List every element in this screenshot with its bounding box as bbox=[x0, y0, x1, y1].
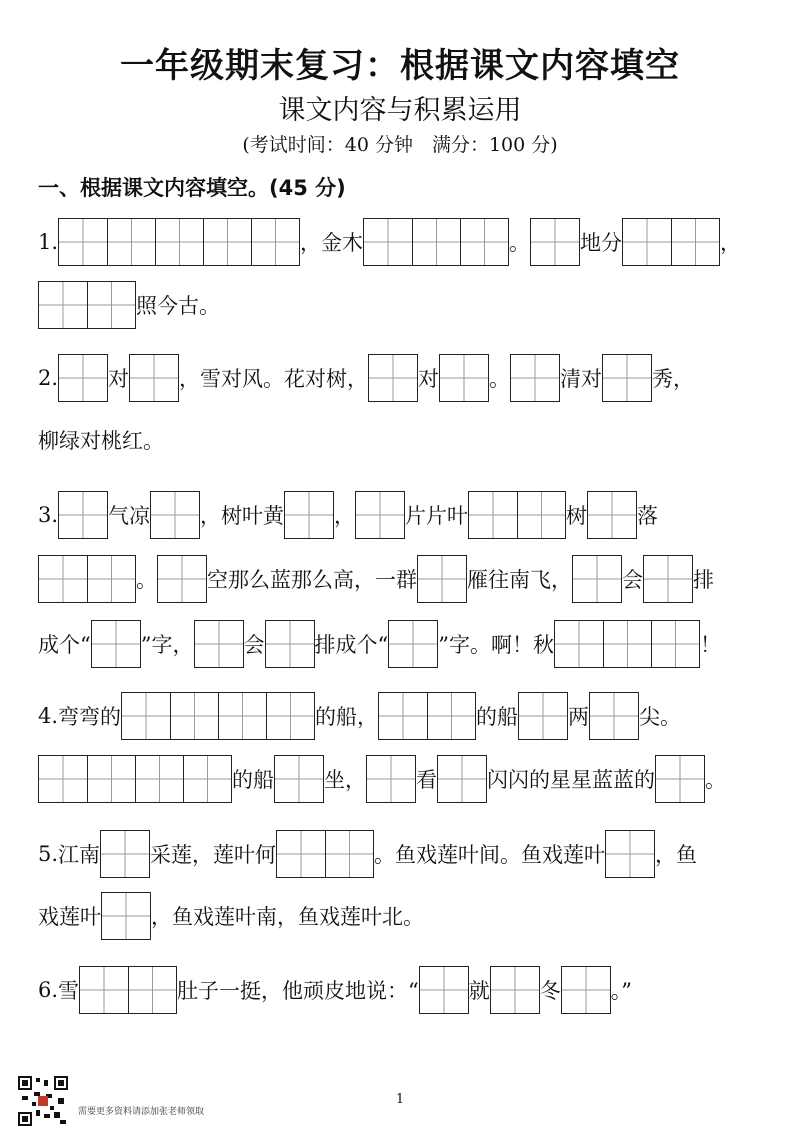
question-text: ”字， bbox=[140, 633, 194, 657]
q3-line-2 bbox=[38, 553, 764, 605]
answer-box[interactable] bbox=[38, 555, 136, 603]
question-text: 空那么蓝那么高，一群 bbox=[207, 568, 417, 592]
tianzige-cell[interactable] bbox=[59, 355, 107, 401]
tianzige-cell[interactable] bbox=[158, 556, 206, 602]
question-text: ”字。啊！秋 bbox=[438, 633, 554, 657]
tianzige-cell[interactable] bbox=[170, 693, 218, 739]
answer-box[interactable] bbox=[589, 692, 639, 740]
answer-box[interactable] bbox=[437, 755, 487, 803]
answer-box[interactable] bbox=[274, 755, 324, 803]
answer-box[interactable] bbox=[605, 830, 655, 878]
tianzige-cell[interactable] bbox=[285, 492, 333, 538]
tianzige-cell[interactable] bbox=[155, 219, 203, 265]
question-text: ，金木 bbox=[300, 231, 364, 255]
tianzige-cell[interactable] bbox=[511, 355, 559, 401]
tianzige-cell[interactable] bbox=[101, 831, 149, 877]
question-text: ！ bbox=[700, 633, 721, 657]
q3-line-3 bbox=[38, 618, 764, 670]
answer-box[interactable] bbox=[38, 281, 136, 329]
answer-box[interactable] bbox=[194, 620, 244, 668]
question-text: ，鱼 bbox=[655, 843, 698, 867]
tianzige-cell[interactable] bbox=[107, 219, 155, 265]
tianzige-cell[interactable] bbox=[128, 967, 176, 1013]
question-number: 4. bbox=[38, 704, 59, 728]
tianzige-cell[interactable] bbox=[39, 282, 87, 328]
answer-box[interactable] bbox=[510, 354, 560, 402]
question-text: 两 bbox=[568, 705, 590, 729]
answer-box[interactable] bbox=[363, 218, 509, 266]
answer-box[interactable] bbox=[419, 966, 469, 1014]
question-text: 。 bbox=[509, 231, 531, 255]
question-text: 会 bbox=[622, 568, 643, 592]
question-text: 。 bbox=[489, 367, 511, 391]
question-text: 对 bbox=[108, 367, 130, 391]
question-text: 秀， bbox=[652, 367, 695, 391]
question-text: 。 bbox=[705, 768, 726, 792]
tianzige-cell[interactable] bbox=[491, 967, 539, 1013]
tianzige-cell[interactable] bbox=[440, 355, 488, 401]
section-heading: 一、根据课文内容填空。(45 分) bbox=[38, 176, 346, 200]
page-number: 1 bbox=[395, 1092, 405, 1107]
answer-box[interactable] bbox=[468, 491, 566, 539]
tianzige-cell[interactable] bbox=[203, 219, 251, 265]
question-number: 2. bbox=[38, 366, 59, 390]
answer-box[interactable] bbox=[643, 555, 693, 603]
tianzige-cell[interactable] bbox=[644, 556, 692, 602]
answer-box[interactable] bbox=[439, 354, 489, 402]
question-number: 5. bbox=[38, 842, 59, 866]
answer-box[interactable] bbox=[366, 755, 416, 803]
question-text: 对 bbox=[418, 367, 440, 391]
question-number: 3. bbox=[38, 503, 59, 527]
tianzige-cell[interactable] bbox=[92, 621, 140, 667]
question-text: 戏莲叶 bbox=[38, 905, 101, 929]
question-number: 6. bbox=[38, 978, 59, 1002]
question-text: 落 bbox=[637, 504, 659, 528]
tianzige-cell[interactable] bbox=[671, 219, 719, 265]
answer-box[interactable] bbox=[417, 555, 467, 603]
tianzige-cell[interactable] bbox=[59, 219, 107, 265]
tianzige-cell[interactable] bbox=[656, 756, 704, 802]
tianzige-cell[interactable] bbox=[251, 219, 299, 265]
answer-box[interactable] bbox=[157, 555, 207, 603]
tianzige-cell[interactable] bbox=[606, 831, 654, 877]
answer-box[interactable] bbox=[561, 966, 611, 1014]
answer-box[interactable] bbox=[554, 620, 700, 668]
answer-box[interactable] bbox=[38, 755, 232, 803]
tianzige-cell[interactable] bbox=[469, 492, 517, 538]
answer-box[interactable] bbox=[101, 892, 151, 940]
q4-line-2 bbox=[38, 753, 764, 805]
answer-box[interactable] bbox=[587, 491, 637, 539]
question-text: 的船 bbox=[232, 768, 274, 792]
question-text: 柳绿对桃红。 bbox=[38, 429, 164, 453]
answer-box[interactable] bbox=[265, 620, 315, 668]
tianzige-cell[interactable] bbox=[130, 355, 178, 401]
question-text: 。” bbox=[610, 979, 633, 1003]
tianzige-cell[interactable] bbox=[379, 693, 427, 739]
tianzige-cell[interactable] bbox=[588, 492, 636, 538]
q1-line-1 bbox=[38, 216, 764, 268]
answer-box[interactable] bbox=[58, 218, 300, 266]
tianzige-cell[interactable] bbox=[531, 219, 579, 265]
tianzige-cell[interactable] bbox=[420, 967, 468, 1013]
tianzige-cell[interactable] bbox=[367, 756, 415, 802]
question-text: 。 bbox=[136, 568, 157, 592]
tianzige-cell[interactable] bbox=[562, 967, 610, 1013]
question-text: 成个“ bbox=[38, 633, 91, 657]
question-text: 排 bbox=[693, 568, 714, 592]
answer-box[interactable] bbox=[79, 966, 177, 1014]
tianzige-cell[interactable] bbox=[277, 831, 325, 877]
tianzige-cell[interactable] bbox=[519, 693, 567, 739]
tianzige-cell[interactable] bbox=[87, 556, 135, 602]
question-text: ， bbox=[720, 231, 742, 255]
q2-line-2 bbox=[38, 414, 764, 466]
question-text: ， bbox=[334, 504, 356, 528]
tianzige-cell[interactable] bbox=[555, 621, 603, 667]
answer-box[interactable] bbox=[284, 491, 334, 539]
q6-line-1 bbox=[38, 964, 764, 1016]
q4-line-1 bbox=[38, 690, 764, 742]
tianzige-cell[interactable] bbox=[151, 492, 199, 538]
tianzige-cell[interactable] bbox=[460, 219, 508, 265]
tianzige-cell[interactable] bbox=[418, 556, 466, 602]
answer-box[interactable] bbox=[572, 555, 622, 603]
answer-box[interactable] bbox=[355, 491, 405, 539]
tianzige-cell[interactable] bbox=[87, 756, 135, 802]
question-number: 1. bbox=[38, 230, 59, 254]
question-text: 雪 bbox=[58, 979, 80, 1003]
tianzige-cell[interactable] bbox=[59, 492, 107, 538]
tianzige-cell[interactable] bbox=[135, 756, 183, 802]
tianzige-cell[interactable] bbox=[603, 621, 651, 667]
answer-box[interactable] bbox=[602, 354, 652, 402]
tianzige-cell[interactable] bbox=[275, 756, 323, 802]
qr-note: 需要更多资料请添加张老师领取 bbox=[78, 1107, 205, 1117]
question-text: 就 bbox=[468, 979, 490, 1003]
question-text: 。鱼戏莲叶间。鱼戏莲叶 bbox=[374, 843, 606, 867]
q5-line-2 bbox=[38, 890, 764, 942]
question-text: 弯弯的 bbox=[58, 705, 122, 729]
tianzige-cell[interactable] bbox=[122, 693, 170, 739]
question-text: 气凉 bbox=[108, 504, 151, 528]
answer-box[interactable] bbox=[100, 830, 150, 878]
tianzige-cell[interactable] bbox=[651, 621, 699, 667]
tianzige-cell[interactable] bbox=[87, 282, 135, 328]
tianzige-cell[interactable] bbox=[389, 621, 437, 667]
tianzige-cell[interactable] bbox=[356, 492, 404, 538]
question-text: 照今古。 bbox=[136, 294, 220, 318]
question-text: 采莲，莲叶何 bbox=[150, 843, 277, 867]
tianzige-cell[interactable] bbox=[517, 492, 565, 538]
tianzige-cell[interactable] bbox=[218, 693, 266, 739]
page-subtitle: 课文内容与积累运用 bbox=[278, 95, 522, 126]
question-text: 看 bbox=[416, 768, 437, 792]
answer-box[interactable] bbox=[150, 491, 200, 539]
answer-box[interactable] bbox=[91, 620, 141, 668]
answer-box[interactable] bbox=[622, 218, 720, 266]
question-text: 树 bbox=[566, 504, 588, 528]
question-text: 片片叶 bbox=[405, 504, 469, 528]
question-text: 坐， bbox=[324, 768, 366, 792]
answer-box[interactable] bbox=[655, 755, 705, 803]
tianzige-cell[interactable] bbox=[183, 756, 231, 802]
tianzige-cell[interactable] bbox=[623, 219, 671, 265]
question-text: 会 bbox=[243, 633, 265, 657]
question-text: 排成个“ bbox=[314, 633, 389, 657]
question-text: ，鱼戏莲叶南，鱼戏莲叶北。 bbox=[151, 905, 424, 929]
tianzige-cell[interactable] bbox=[325, 831, 373, 877]
page-title: 一年级期末复习：根据课文内容填空 bbox=[120, 46, 680, 86]
tianzige-cell[interactable] bbox=[80, 967, 128, 1013]
tianzige-cell[interactable] bbox=[39, 556, 87, 602]
answer-box[interactable] bbox=[518, 692, 568, 740]
answer-box[interactable] bbox=[58, 491, 108, 539]
answer-box[interactable] bbox=[121, 692, 315, 740]
tianzige-cell[interactable] bbox=[195, 621, 243, 667]
tianzige-cell[interactable] bbox=[102, 893, 150, 939]
exam-info: (考试时间：40 分钟 满分：100 分) bbox=[242, 134, 558, 156]
tianzige-cell[interactable] bbox=[438, 756, 486, 802]
question-text: 闪闪的星星蓝蓝的 bbox=[487, 768, 655, 792]
tianzige-cell[interactable] bbox=[266, 693, 314, 739]
question-text: 清对 bbox=[560, 367, 603, 391]
q1-line-2 bbox=[38, 279, 764, 331]
tianzige-cell[interactable] bbox=[369, 355, 417, 401]
answer-box[interactable] bbox=[490, 966, 540, 1014]
answer-box[interactable] bbox=[530, 218, 580, 266]
tianzige-cell[interactable] bbox=[573, 556, 621, 602]
question-text: 江南 bbox=[58, 843, 101, 867]
q5-line-1 bbox=[38, 828, 764, 880]
answer-box[interactable] bbox=[368, 354, 418, 402]
question-text: ，树叶黄 bbox=[200, 504, 285, 528]
answer-box[interactable] bbox=[129, 354, 179, 402]
question-text: 冬 bbox=[539, 979, 561, 1003]
tianzige-cell[interactable] bbox=[39, 756, 87, 802]
question-text: 的船， bbox=[315, 705, 379, 729]
tianzige-cell[interactable] bbox=[603, 355, 651, 401]
q2-line-1 bbox=[38, 352, 764, 404]
answer-box[interactable] bbox=[378, 692, 476, 740]
question-text: 的船 bbox=[476, 705, 519, 729]
question-text: 肚子一挺，他顽皮地说：“ bbox=[177, 979, 419, 1003]
answer-box[interactable] bbox=[58, 354, 108, 402]
answer-box[interactable] bbox=[276, 830, 374, 878]
tianzige-cell[interactable] bbox=[590, 693, 638, 739]
question-text: ，雪对风。花对树， bbox=[179, 367, 369, 391]
tianzige-cell[interactable] bbox=[427, 693, 475, 739]
answer-box[interactable] bbox=[388, 620, 438, 668]
tianzige-cell[interactable] bbox=[266, 621, 314, 667]
question-text: 尖。 bbox=[639, 705, 682, 729]
question-text: 雁往南飞， bbox=[467, 568, 572, 592]
q3-line-1 bbox=[38, 489, 764, 541]
question-text: 地分 bbox=[580, 231, 623, 255]
tianzige-cell[interactable] bbox=[412, 219, 460, 265]
tianzige-cell[interactable] bbox=[364, 219, 412, 265]
